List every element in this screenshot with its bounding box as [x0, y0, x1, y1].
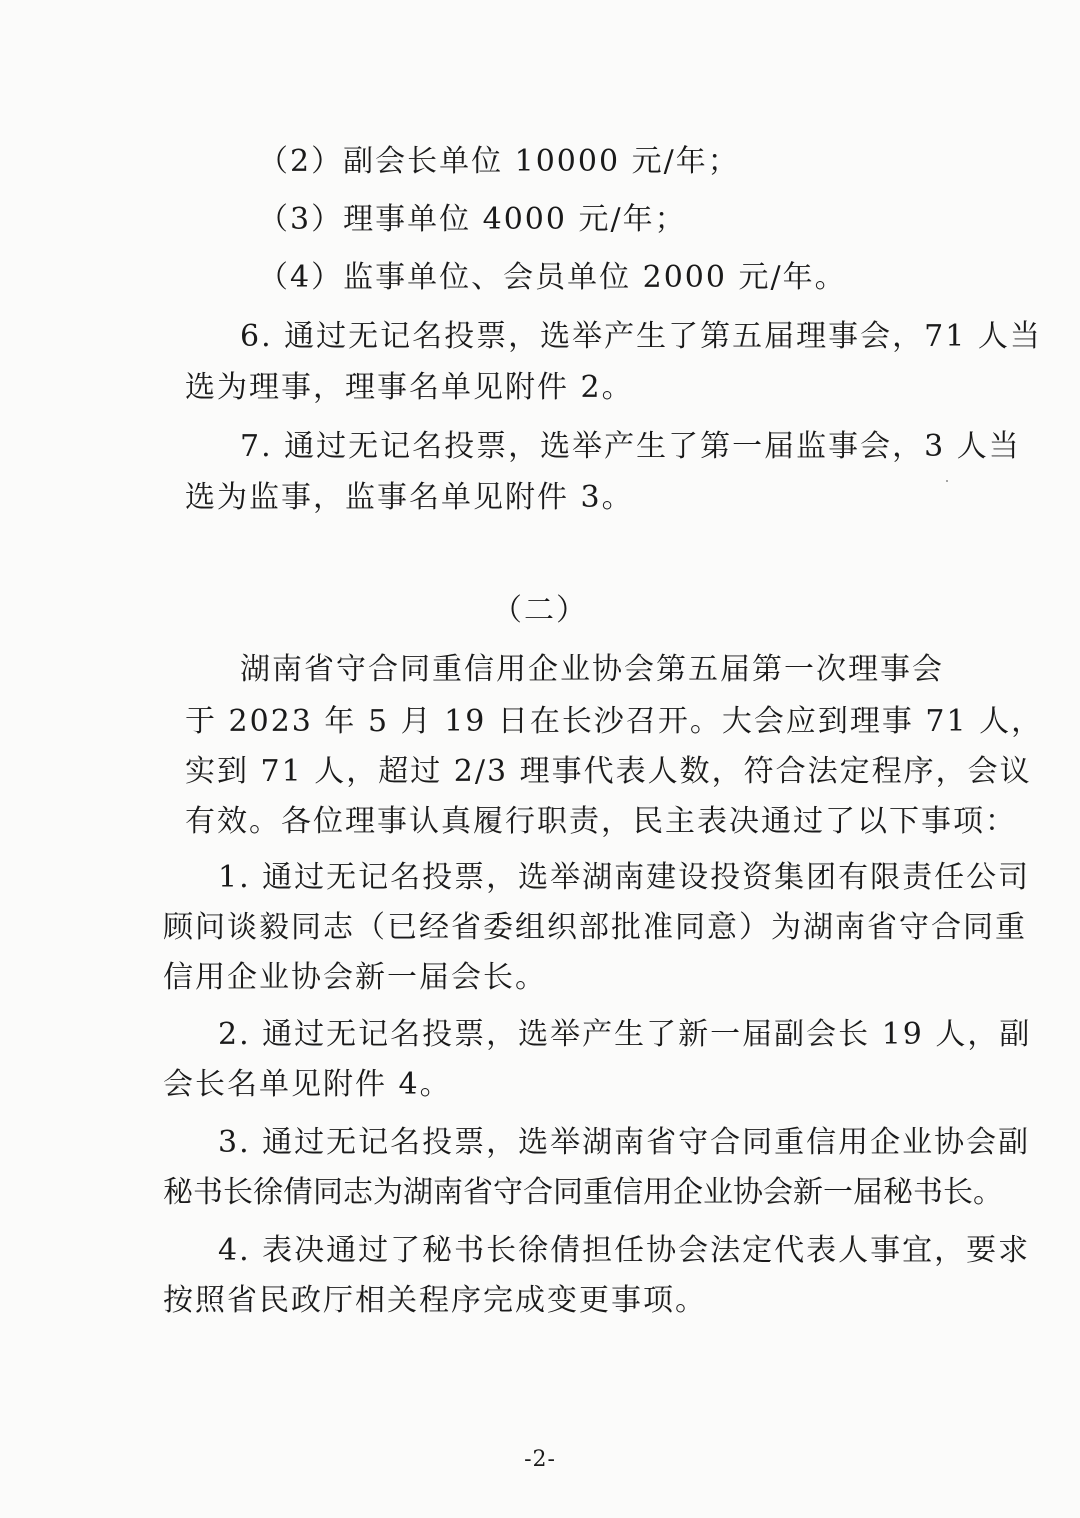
fee-item-2: （2）副会长单位 10000 元/年；	[258, 144, 740, 179]
resolution-6-line-2: 选为理事，理事名单见附件 2。	[185, 370, 634, 405]
fee-item-3: （3）理事单位 4000 元/年；	[258, 202, 687, 237]
page-number: -2-	[524, 1447, 556, 1472]
paragraph-line-2: 于 2023 年 5 月 19 日在长沙召开。大会应到理事 71 人，	[185, 704, 1044, 739]
paragraph-line-1: 湖南省守合同重信用企业协会第五届第一次理事会	[240, 652, 944, 687]
paragraph-line-4: 有效。各位理事认真履行职责，民主表决通过了以下事项：	[185, 804, 1017, 839]
item-1-line-2: 顾问谈毅同志（已经省委组织部批准同意）为湖南省守合同重	[163, 910, 1027, 945]
scan-speck	[946, 480, 948, 482]
paragraph-line-3: 实到 71 人，超过 2/3 理事代表人数，符合法定程序，会议	[185, 754, 1032, 789]
item-1-line-3: 信用企业协会新一届会长。	[163, 960, 547, 995]
item-3-line-1: 3. 通过无记名投票，选举湖南省守合同重信用企业协会副	[218, 1125, 1031, 1160]
section-heading: （二）	[492, 593, 588, 628]
resolution-7-line-2: 选为监事，监事名单见附件 3。	[185, 480, 634, 515]
item-2-line-1: 2. 通过无记名投票，选举产生了新一届副会长 19 人，副	[218, 1017, 1032, 1052]
item-3-line-2: 秘书长徐倩同志为湖南省守合同重信用企业协会新一届秘书长。	[163, 1175, 1003, 1210]
resolution-7-line-1: 7. 通过无记名投票，选举产生了第一届监事会，3 人当	[240, 429, 1021, 464]
item-4-line-1: 4. 表决通过了秘书长徐倩担任协会法定代表人事宜，要求	[218, 1233, 1031, 1268]
item-1-line-1: 1. 通过无记名投票，选举湖南建设投资集团有限责任公司	[218, 860, 1031, 895]
fee-item-4: （4）监事单位、会员单位 2000 元/年。	[258, 260, 847, 295]
resolution-6-line-1: 6. 通过无记名投票，选举产生了第五届理事会，71 人当	[240, 319, 1042, 354]
item-2-line-2: 会长名单见附件 4。	[163, 1067, 452, 1102]
item-4-line-2: 按照省民政厅相关程序完成变更事项。	[163, 1283, 707, 1318]
